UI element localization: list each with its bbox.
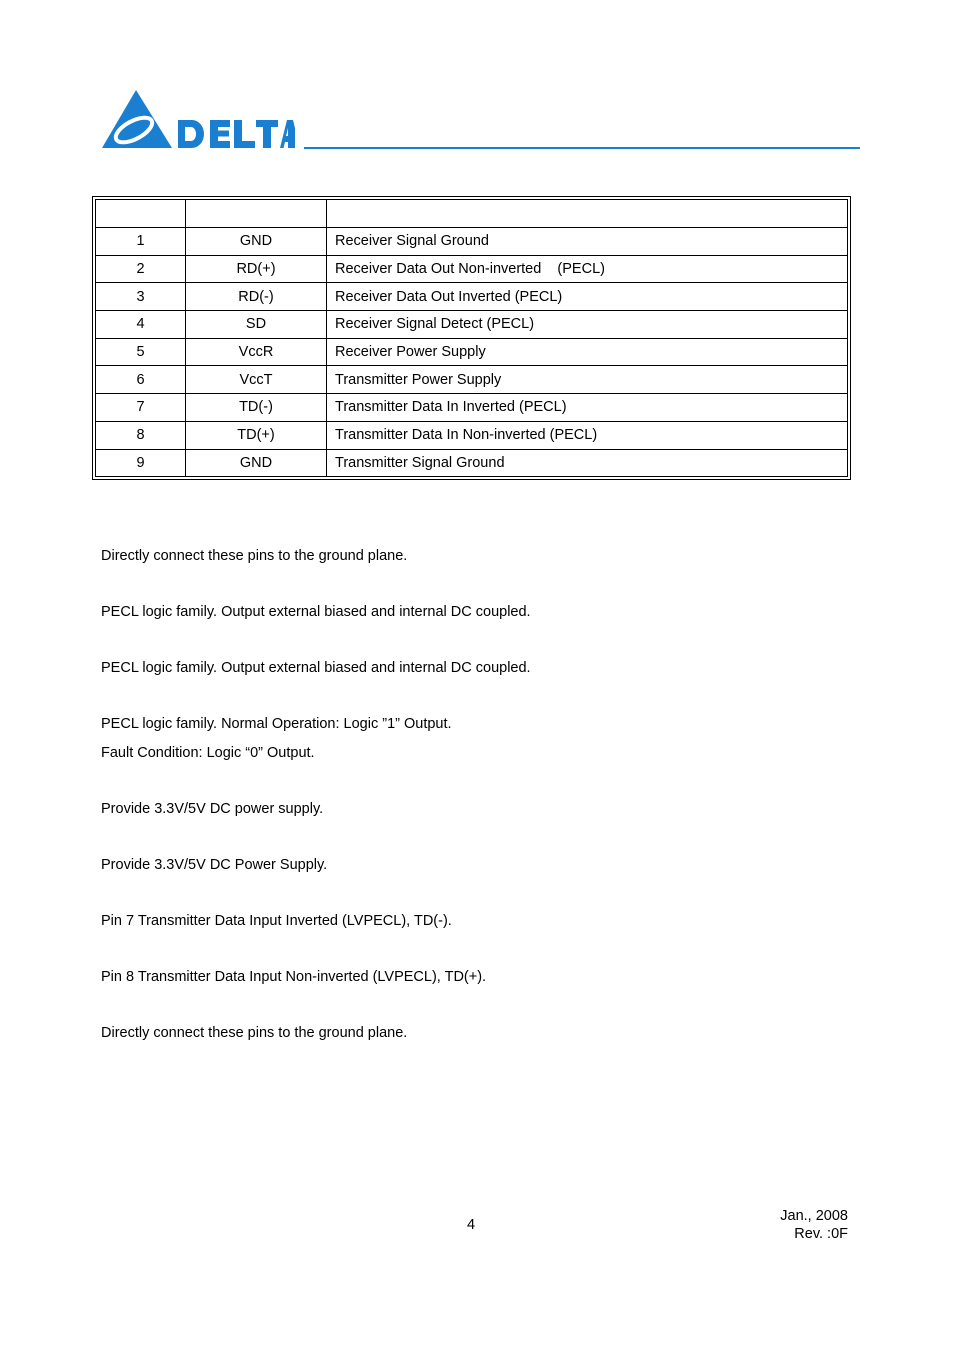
pin-number: 6 (96, 366, 186, 394)
pin-description: Transmitter Data In Inverted (PECL) (327, 394, 848, 422)
table-row (96, 394, 848, 422)
table-header-row (96, 200, 848, 228)
pin-table (95, 199, 848, 477)
pin-symbol: TD(-) (186, 394, 327, 422)
header-description (327, 200, 848, 228)
pin-5-note: Provide 3.3V/5V DC power supply. (101, 801, 324, 817)
pin-description: Receiver Data Out Inverted (PECL) (327, 283, 848, 311)
table-row (96, 311, 848, 339)
pin-number: 3 (96, 283, 186, 311)
pin-7-note: Pin 7 Transmitter Data Input Inverted (LVPECL), TD(-). (101, 913, 452, 929)
table-row (96, 366, 848, 394)
pin-description: Receiver Signal Ground (327, 228, 848, 256)
pin-description: Transmitter Data In Non-inverted (PECL) (327, 421, 848, 449)
pin-number: 2 (96, 255, 186, 283)
pin-symbol: TD(+) (186, 421, 327, 449)
table-row (96, 228, 848, 256)
pin-symbol: SD (186, 311, 327, 339)
delta-logo (100, 88, 295, 150)
pin-4-note: PECL logic family. Normal Operation: Logic ”1” Output. (101, 716, 452, 732)
pin-symbol: GND (186, 228, 327, 256)
pin-symbol: VccR (186, 338, 327, 366)
pin-3-note: PECL logic family. Output external biased and internal DC coupled. (101, 660, 531, 676)
pin-symbol: RD(+) (186, 255, 327, 283)
footer-revision: Rev. :0F (794, 1226, 848, 1242)
page-number: 4 (467, 1217, 476, 1233)
table-row (96, 255, 848, 283)
pin-description: Transmitter Signal Ground (327, 449, 848, 477)
table-row (96, 449, 848, 477)
header-symbol (186, 200, 327, 228)
pin-description: Receiver Signal Detect (PECL) (327, 311, 848, 339)
pin-symbol: RD(-) (186, 283, 327, 311)
pin-description: Receiver Data Out Non-inverted (PECL) (327, 255, 848, 283)
header-pin (96, 200, 186, 228)
table-row (96, 283, 848, 311)
pin-2-note: PECL logic family. Output external biased and internal DC coupled. (101, 604, 531, 620)
pin-9-note: Directly connect these pins to the ground plane. (101, 1025, 408, 1041)
pin-table-frame (92, 196, 851, 480)
pin-number: 1 (96, 228, 186, 256)
pin-8-note: Pin 8 Transmitter Data Input Non-inverted (LVPECL), TD(+). (101, 969, 487, 985)
pin-description: Receiver Power Supply (327, 338, 848, 366)
footer-date: Jan., 2008 (780, 1208, 848, 1224)
pin-number: 8 (96, 421, 186, 449)
pin-6-note: Provide 3.3V/5V DC Power Supply. (101, 857, 328, 873)
pin-number: 9 (96, 449, 186, 477)
pin-number: 5 (96, 338, 186, 366)
pin-number: 4 (96, 311, 186, 339)
table-row (96, 338, 848, 366)
pin-symbol: VccT (186, 366, 327, 394)
delta-wordmark (178, 120, 295, 148)
pin-symbol: GND (186, 449, 327, 477)
pin-number: 7 (96, 394, 186, 422)
pin-1-note: Directly connect these pins to the ground plane. (101, 548, 408, 564)
pin-description: Transmitter Power Supply (327, 366, 848, 394)
pin-4-note-fault: Fault Condition: Logic “0” Output. (101, 745, 315, 761)
header-rule (304, 147, 860, 149)
table-row (96, 421, 848, 449)
